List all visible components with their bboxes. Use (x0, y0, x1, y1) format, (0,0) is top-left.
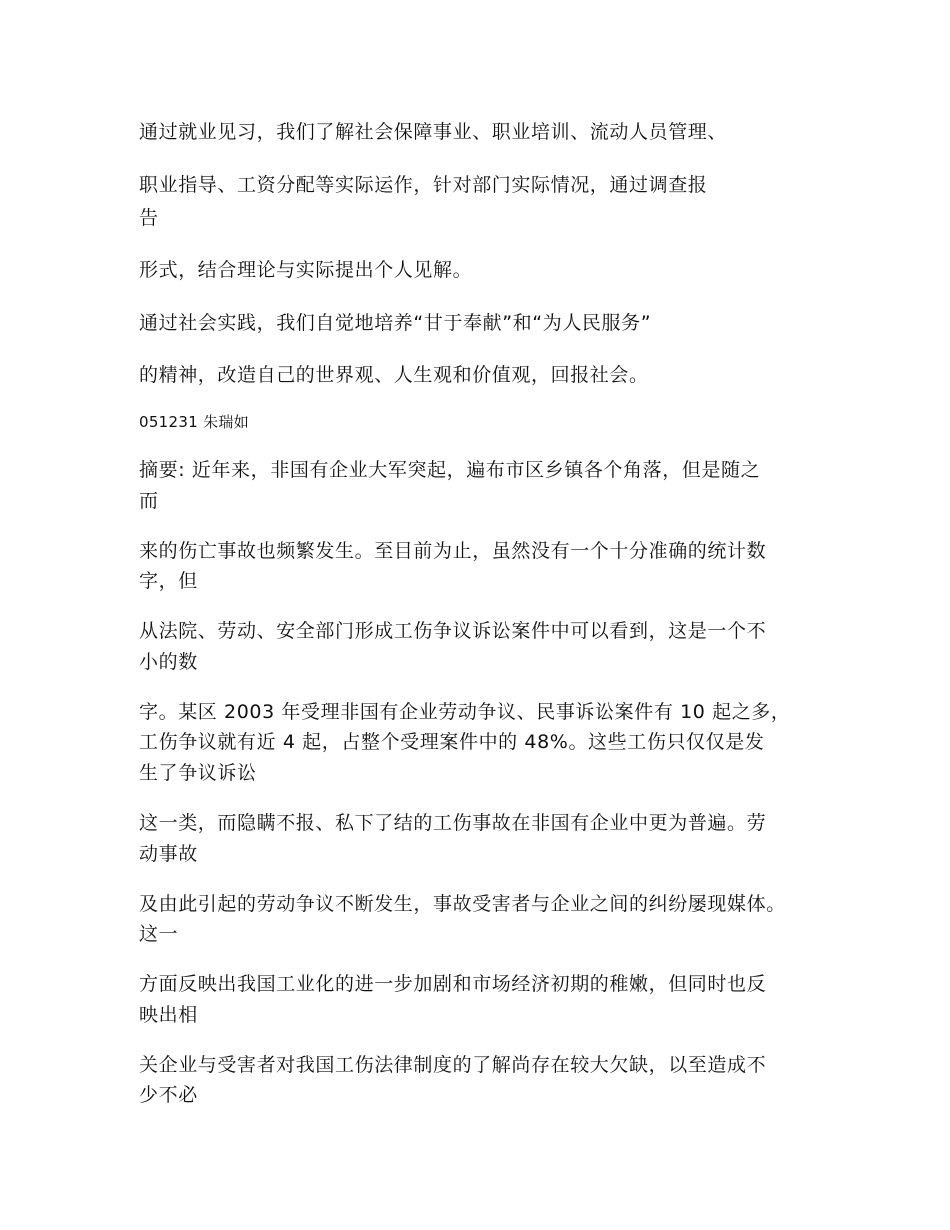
text-line: 来的伤亡事故也频繁发生。至目前为止，虽然没有一个十分准确的统计数 (139, 540, 767, 562)
text-line: 这一 (139, 923, 179, 945)
text-line: 及由此引起的劳动争议不断发生，事故受害者与企业之间的纠纷屡现媒体。 (139, 893, 786, 915)
text-line: 这一类，而隐瞒不报、私下了结的工伤事故在非国有企业中更为普遍。劳 (139, 812, 767, 834)
text-line: 工伤争议就有近 4 起，占整个受理案件中的 48%。这些工伤只仅仅是发 (139, 731, 765, 753)
text-line: 而 (139, 490, 159, 512)
text-line: 职业指导、工资分配等实际运作，针对部门实际情况，通过调查报 (139, 174, 708, 196)
text-line: 字。某区 2003 年受理非国有企业劳动争议、民事诉讼案件有 10 起之多， (139, 701, 791, 723)
text-line: 形式，结合理论与实际提出个人见解。 (139, 259, 473, 281)
abstract-line: 摘要: 近年来，非国有企业大军突起，遍布市区乡镇各个角落，但是随之 (139, 459, 761, 481)
text-line: 通过社会实践，我们自觉地培养“甘于奉献”和“为人民服务” (139, 312, 652, 334)
text-line: 动事故 (139, 843, 198, 865)
text-line: 小的数 (139, 651, 198, 673)
author-line: 051231 朱瑞如 (139, 413, 250, 431)
text-line: 告 (139, 207, 159, 229)
text-line: 通过就业见习，我们了解社会保障事业、职业培训、流动人员管理、 (139, 121, 728, 143)
text-line: 的精神，改造自己的世界观、人生观和价值观，回报社会。 (139, 364, 649, 386)
text-line: 字，但 (139, 570, 198, 592)
text-line: 少不必 (139, 1084, 198, 1106)
text-line: 映出相 (139, 1004, 198, 1026)
text-line: 方面反映出我国工业化的进一步加剧和市场经济初期的稚嫩，但同时也反 (139, 973, 767, 995)
text-line: 从法院、劳动、安全部门形成工伤争议诉讼案件中可以看到，这是一个不 (139, 620, 767, 642)
text-line: 关企业与受害者对我国工伤法律制度的了解尚存在较大欠缺，以至造成不 (139, 1054, 767, 1076)
text-line: 生了争议诉讼 (139, 762, 257, 784)
